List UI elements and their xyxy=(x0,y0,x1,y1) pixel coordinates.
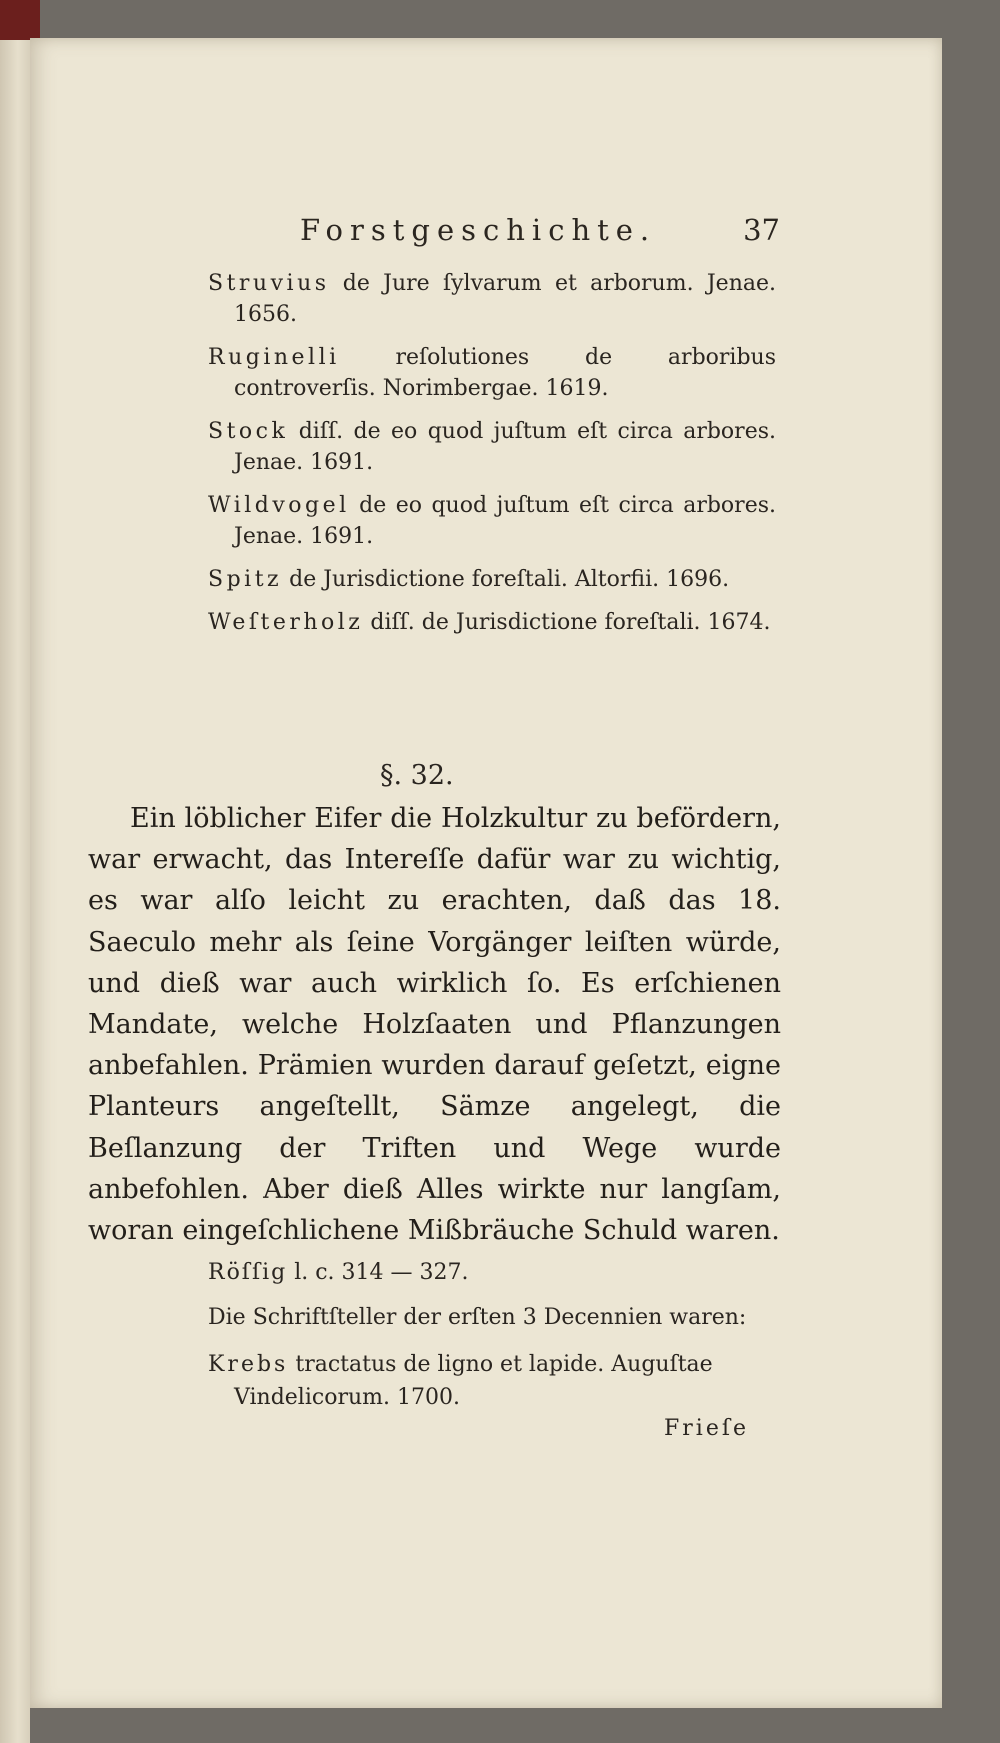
running-title: Forstgeschichte. xyxy=(300,213,657,247)
reference-author: Weſterholz xyxy=(208,610,364,635)
krebs-author: Krebs xyxy=(208,1352,289,1377)
krebs-reference xyxy=(208,1348,804,1414)
book-page xyxy=(30,38,942,1708)
catchword: Frieſe xyxy=(664,1416,749,1441)
page-number: 37 xyxy=(743,213,780,247)
page-header xyxy=(300,213,780,253)
binding-corner xyxy=(0,0,40,40)
reference-item xyxy=(208,490,776,552)
reference-item xyxy=(208,564,776,595)
reference-author: Ruginelli xyxy=(208,345,340,370)
reference-author: Spitz xyxy=(208,567,283,592)
reference-item xyxy=(208,268,776,330)
section-heading: §. 32. xyxy=(380,760,454,791)
reference-text: de eo quod juſtum eſt circa arbores. Jenae. 1691. xyxy=(234,493,776,549)
facing-page-edge xyxy=(0,0,30,1743)
krebs-text: tractatus de ligno et lapide. Auguſtae Vindelicorum. 1700. xyxy=(234,1352,713,1410)
rossig-reference: l. c. 314 — 327. xyxy=(287,1260,469,1285)
reference-item xyxy=(208,607,776,638)
reference-author: Struvius xyxy=(208,271,330,296)
section-paragraph: Ein löblicher Eifer die Holzkultur zu befördern, war erwacht, das Intereſſe dafür war zu wichtig, es war alſo leicht zu erachten, daß das 18. Saeculo mehr als ſeine Vorgänger leiſten würde, und dieß war auch wirklich ſo. Es erſchienen Mandate, welche Holzſaaten und Pflanzungen anbefahlen. Prämien wurden darauf geſetzt, eigne Planteurs angeſtellt, Sämze angelegt, die Beſlanzung der Triften und Wege wurde anbefohlen. Aber dieß Alles wirkte nur langſam, woran eingeſchlichene Mißbräuche Schuld waren. xyxy=(88,803,781,1247)
reference-item xyxy=(208,416,776,478)
rossig-author: Röſſig xyxy=(208,1260,288,1285)
reference-text: reſolutiones de arboribus controverſis. Norimbergae. 1619. xyxy=(234,345,776,401)
reference-text: de Jurisdictione foreſtali. Altorfii. 1696. xyxy=(282,567,730,592)
reference-item xyxy=(208,342,776,404)
reference-text: de Jure ſylvarum et arborum. Jenae. 1656. xyxy=(234,271,776,327)
reference-author: Wildvogel xyxy=(208,493,350,518)
writers-note: Die Schriftſteller der erſten 3 Decennien waren: xyxy=(208,1305,747,1330)
reference-list xyxy=(208,268,776,650)
rossig-note xyxy=(208,1260,778,1285)
reference-text: diſſ. de Jurisdictione foreſtali. 1674. xyxy=(363,610,771,635)
reference-text: diſſ. de eo quod juſtum eſt circa arbores. Jenae. 1691. xyxy=(234,419,776,475)
reference-author: Stock xyxy=(208,419,289,444)
